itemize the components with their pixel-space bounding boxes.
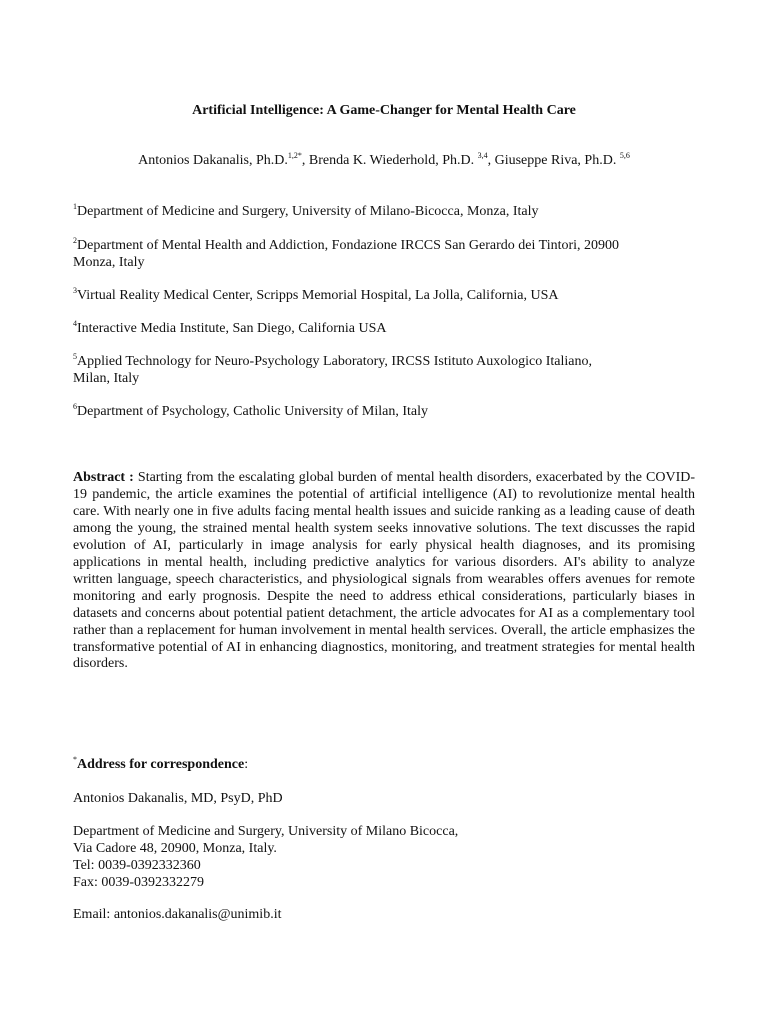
correspondence-email: Email: antonios.dakanalis@unimib.it — [73, 907, 282, 922]
correspondence-name: Antonios Dakanalis, MD, PsyD, PhD — [73, 791, 283, 806]
author-3: Giuseppe Riva, Ph.D. $^{5,6}$ — [494, 151, 630, 168]
abstract-label: Abstract : — [73, 470, 134, 485]
correspondence-heading: *Address for correspondence: — [73, 755, 249, 772]
author-list — [0, 152, 768, 170]
author-1: Antonios Dakanalis, Ph.D.$^{1,2*}$, — [138, 151, 309, 168]
affiliation-5: $^5$Applied Technology for Neuro-Psychology Laboratory, IRCSS Istituto Auxologico Italiano, Milan, Italy — [73, 352, 593, 386]
author-2: Brenda K. Wiederhold, Ph.D. $^{3,4}$, — [308, 151, 495, 168]
author-1-affil: 1,2* — [287, 151, 302, 160]
paper-title: Artificial Intelligence: A Game-Changer for Mental Health Care — [192, 103, 576, 118]
correspondence-address: Department of Medicine and Surgery, University of Milano Bicocca, Via Cadore 48, 20900, Monza, Italy. Tel: 0039-0392332360 Fax: 0039-0392332279 — [73, 824, 459, 890]
abstract — [73, 470, 695, 673]
author-3-affil: 5,6 — [619, 151, 630, 160]
abstract-text: Starting from the escalating global burden of mental health disorders, exacerbated by the COVID-19 pandemic, the article examines the potential of artificial intelligence (AI) to revolutionize mental health care. With nearly one in five adults facing mental health issues and suicide ranking as a leading cause of death among the young, the strained mental health system seeks innovative solutions. The text discusses the rapid evolution of AI, particularly in image analysis for early physical health diagnoses, and its promising applications in mental health, including predictive analytics for various disorders. AI's ability to analyze written language, speech characteristics, and physiological signals from wearables offers avenues for remote monitoring and early prognosis. Despite the need to address ethical considerations, particularly biases in datasets and concerns about potential patient detachment, the article advocates for AI as a complementary tool rather than a replacement for human involvement in mental health services. Overall, the article emphasizes the transformative potential of AI in enhancing diagnostics, monitoring, and treatment strategies for mental health disorders. — [73, 470, 695, 672]
author-2-affil: 3,4 — [477, 151, 488, 160]
affiliation-1: $^1$Department of Medicine and Surgery, University of Milano-Bicocca, Monza, Italy — [73, 202, 539, 219]
affiliation-4: $^4$Interactive Media Institute, San Diego, California USA — [73, 319, 387, 336]
affiliation-2: $^2$Department of Mental Health and Addiction, Fondazione IRCCS San Gerardo dei Tintori, 20900 Monza, Italy — [73, 236, 620, 270]
affiliation-3: $^3$Virtual Reality Medical Center, Scripps Memorial Hospital, La Jolla, California, USA — [73, 286, 559, 303]
affiliation-6: $^6$Department of Psychology, Catholic University of Milan, Italy — [73, 402, 428, 419]
